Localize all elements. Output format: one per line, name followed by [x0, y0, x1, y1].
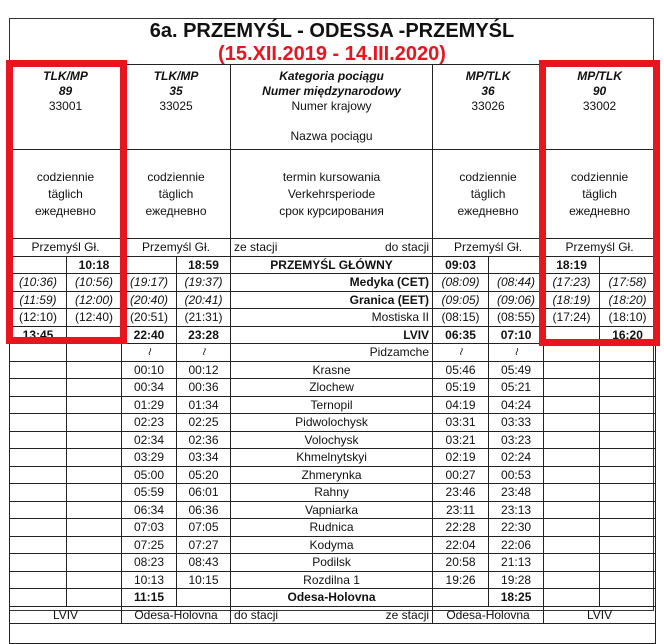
time-cell: 03:23: [489, 431, 544, 449]
category-label: Kategoria pociągu: [279, 69, 384, 83]
time-cell: [433, 589, 489, 607]
time-cell: 04:24: [489, 396, 544, 414]
time-cell: 07:27: [177, 536, 231, 554]
time-cell: (18:19): [544, 291, 600, 309]
time-cell: [10, 536, 67, 554]
time-cell: 02:25: [177, 414, 231, 432]
period-label-pl: termin kursowania: [282, 169, 381, 184]
page-title: 6a. PRZEMYŚL - ODESSA -PRZEMYŚL: [149, 20, 515, 42]
train-intl-number: 90: [592, 84, 607, 98]
time-cell: (17:23): [544, 274, 600, 292]
time-cell: ≀: [489, 344, 544, 362]
time-cell: (18:10): [600, 309, 656, 327]
time-cell: [10, 554, 67, 572]
train-category: MP/TLK: [577, 69, 622, 83]
days-ru: ежедневно: [35, 203, 96, 218]
time-cell: 02:36: [177, 431, 231, 449]
time-cell: 22:40: [122, 326, 177, 344]
time-cell: (12:00): [67, 291, 122, 309]
stop-row: [10, 536, 656, 554]
time-cell: (17:58): [600, 274, 656, 292]
time-cell: [10, 571, 67, 589]
time-cell: [600, 256, 656, 274]
time-cell: [10, 379, 67, 397]
time-cell: ≀: [177, 344, 231, 362]
time-cell: 05:19: [433, 379, 489, 397]
time-cell: 23:46: [433, 484, 489, 502]
time-cell: (08:44): [489, 274, 544, 292]
time-cell: 02:34: [122, 431, 177, 449]
station-name: Krasne: [231, 361, 433, 379]
time-cell: [544, 326, 600, 344]
stop-row: [10, 466, 656, 484]
time-cell: [67, 554, 122, 572]
days-de: täglich: [470, 186, 506, 201]
time-cell: 19:26: [433, 571, 489, 589]
time-cell: [67, 396, 122, 414]
stop-row: [10, 431, 656, 449]
running-days-row: [10, 150, 656, 239]
station-name: Kodyma: [231, 536, 433, 554]
time-cell: ≀: [122, 344, 177, 362]
origin-row: [10, 239, 656, 257]
time-cell: 22:28: [433, 519, 489, 537]
time-cell: 13:45: [10, 326, 67, 344]
time-cell: 00:36: [177, 379, 231, 397]
time-cell: [10, 449, 67, 467]
blank-row: [10, 624, 656, 644]
train-national-number: 33025: [159, 99, 193, 113]
time-cell: 00:12: [177, 361, 231, 379]
train-national-number: 33001: [48, 99, 83, 113]
train-header-90: [544, 65, 656, 150]
train-intl-number: 36: [481, 84, 495, 98]
time-cell: [10, 519, 67, 537]
station-name: Khmelnytskyi: [231, 449, 433, 467]
time-cell: 06:36: [177, 501, 231, 519]
time-cell: 02:24: [489, 449, 544, 467]
time-cell: [67, 519, 122, 537]
train-category: MP/TLK: [465, 69, 511, 83]
stop-row: [10, 326, 656, 344]
station-name: Pidwolochysk: [231, 414, 433, 432]
time-cell: [600, 554, 656, 572]
time-cell: 00:27: [433, 466, 489, 484]
time-cell: [10, 344, 67, 362]
destination-station: LVIV: [544, 606, 656, 624]
time-cell: 23:28: [177, 326, 231, 344]
time-cell: [122, 256, 177, 274]
time-cell: [10, 414, 67, 432]
time-cell: 03:21: [433, 431, 489, 449]
time-cell: 03:34: [177, 449, 231, 467]
running-days: [544, 150, 656, 239]
time-cell: [600, 571, 656, 589]
days-ru: ежедневно: [569, 203, 631, 218]
time-cell: (12:10): [10, 309, 67, 327]
time-cell: 06:34: [122, 501, 177, 519]
train-national-number: 33026: [471, 99, 505, 113]
time-cell: [10, 501, 67, 519]
time-cell: (10:56): [67, 274, 122, 292]
station-name: Odesa-Holovna: [231, 589, 433, 607]
station-name: Ternopil: [231, 396, 433, 414]
time-cell: 02:19: [433, 449, 489, 467]
period-label-ru: срок курсирования: [279, 203, 384, 218]
to-station-label: do stacji: [385, 240, 430, 255]
time-cell: 22:06: [489, 536, 544, 554]
station-name: Zhmerynka: [231, 466, 433, 484]
time-cell: [544, 431, 600, 449]
time-cell: (20:40): [122, 291, 177, 309]
stop-row: [10, 396, 656, 414]
days-de: täglich: [158, 186, 194, 201]
time-cell: [600, 431, 656, 449]
days-pl: codziennie: [570, 169, 629, 184]
time-cell: 21:13: [489, 554, 544, 572]
time-cell: [544, 344, 600, 362]
time-cell: [10, 466, 67, 484]
time-cell: (21:31): [177, 309, 231, 327]
time-cell: [600, 466, 656, 484]
time-cell: (09:05): [433, 291, 489, 309]
running-days: [433, 150, 544, 239]
time-cell: [544, 571, 600, 589]
time-cell: [177, 589, 231, 607]
station-name: LVIV: [231, 326, 433, 344]
days-ru: ежедневно: [457, 203, 519, 218]
time-cell: (08:09): [433, 274, 489, 292]
time-cell: [67, 589, 122, 607]
station-name: Volochysk: [231, 431, 433, 449]
time-cell: [544, 361, 600, 379]
time-cell: 06:35: [433, 326, 489, 344]
train-name-label: Nazwa pociągu: [290, 129, 373, 143]
stop-row: [10, 291, 656, 309]
time-cell: [67, 484, 122, 502]
time-cell: [544, 449, 600, 467]
destination-row: [10, 606, 656, 624]
time-cell: [544, 501, 600, 519]
time-cell: (08:15): [433, 309, 489, 327]
time-cell: 03:33: [489, 414, 544, 432]
time-cell: 18:25: [489, 589, 544, 607]
time-cell: [600, 589, 656, 607]
time-cell: 11:15: [122, 589, 177, 607]
time-cell: 05:49: [489, 361, 544, 379]
time-cell: 23:48: [489, 484, 544, 502]
time-cell: 08:43: [177, 554, 231, 572]
time-cell: [544, 536, 600, 554]
validity-period: (15.XII.2019 - 14.III.2020): [218, 43, 446, 65]
time-cell: 03:29: [122, 449, 177, 467]
time-cell: [600, 396, 656, 414]
time-cell: 05:00: [122, 466, 177, 484]
time-cell: 05:21: [489, 379, 544, 397]
time-cell: 05:59: [122, 484, 177, 502]
time-cell: [600, 484, 656, 502]
running-days: [122, 150, 231, 239]
time-cell: 23:13: [489, 501, 544, 519]
stop-row: [10, 484, 656, 502]
time-cell: [544, 554, 600, 572]
time-cell: 00:53: [489, 466, 544, 484]
time-cell: [67, 414, 122, 432]
stop-row: [10, 554, 656, 572]
stop-row: [10, 256, 656, 274]
days-de: täglich: [582, 186, 617, 201]
time-cell: [10, 396, 67, 414]
days-pl: codziennie: [36, 169, 95, 184]
time-cell: [67, 449, 122, 467]
time-cell: 00:10: [122, 361, 177, 379]
time-cell: 07:03: [122, 519, 177, 537]
running-days: [10, 150, 122, 239]
time-cell: 10:13: [122, 571, 177, 589]
time-cell: [600, 519, 656, 537]
station-name: Rozdilna 1: [231, 571, 433, 589]
time-cell: 10:15: [177, 571, 231, 589]
stop-row: [10, 589, 656, 607]
direction-legend-footer: [231, 606, 433, 624]
blank-cell: [10, 624, 656, 644]
time-cell: [67, 466, 122, 484]
station-name: PRZEMYŚL GŁÓWNY: [231, 256, 433, 274]
time-cell: 00:34: [122, 379, 177, 397]
time-cell: 18:19: [544, 256, 600, 274]
destination-station: LVIV: [10, 606, 122, 624]
time-cell: 19:28: [489, 571, 544, 589]
time-cell: [10, 256, 67, 274]
train-category: TLK/MP: [43, 69, 88, 83]
time-cell: [544, 484, 600, 502]
stop-row: [10, 309, 656, 327]
stop-row: [10, 379, 656, 397]
time-cell: 23:11: [433, 501, 489, 519]
station-name: Pidzamche: [231, 344, 433, 362]
train-header-89: [10, 65, 122, 150]
train-header-35: [122, 65, 231, 150]
time-cell: [67, 536, 122, 554]
destination-station: Odesa-Holovna: [122, 606, 231, 624]
stop-row: [10, 361, 656, 379]
time-cell: (18:20): [600, 291, 656, 309]
period-legend: [231, 150, 433, 239]
days-pl: codziennie: [147, 169, 205, 184]
time-cell: [600, 379, 656, 397]
time-cell: [600, 449, 656, 467]
time-cell: [10, 361, 67, 379]
time-cell: [544, 379, 600, 397]
time-cell: [600, 344, 656, 362]
train-intl-number: 35: [169, 84, 183, 98]
time-cell: 05:46: [433, 361, 489, 379]
origin-station: Przemyśl Gł.: [433, 239, 544, 257]
time-cell: 01:29: [122, 396, 177, 414]
origin-station: Przemyśl Gł.: [544, 239, 656, 257]
time-cell: (19:17): [122, 274, 177, 292]
time-cell: 18:59: [177, 256, 231, 274]
time-cell: 01:34: [177, 396, 231, 414]
time-cell: [544, 519, 600, 537]
time-cell: (12:40): [67, 309, 122, 327]
stop-row: [10, 519, 656, 537]
station-name: Granica (EET): [231, 291, 433, 309]
station-name: Vapniarka: [231, 501, 433, 519]
station-name: Medyka (CET): [231, 274, 433, 292]
time-cell: 10:18: [67, 256, 122, 274]
time-cell: 04:19: [433, 396, 489, 414]
time-cell: 07:10: [489, 326, 544, 344]
time-cell: 06:01: [177, 484, 231, 502]
period-label-de: Verkehrsperiode: [287, 186, 376, 201]
time-cell: (17:24): [544, 309, 600, 327]
stop-row: [10, 414, 656, 432]
time-cell: (09:06): [489, 291, 544, 309]
destination-station: Odesa-Holovna: [433, 606, 544, 624]
stop-row: [10, 449, 656, 467]
time-cell: [10, 484, 67, 502]
time-cell: [67, 326, 122, 344]
stop-row: [10, 501, 656, 519]
time-cell: 20:58: [433, 554, 489, 572]
time-cell: 07:25: [122, 536, 177, 554]
time-cell: 05:20: [177, 466, 231, 484]
direction-legend: [231, 239, 433, 257]
time-cell: 22:30: [489, 519, 544, 537]
time-cell: [544, 589, 600, 607]
time-cell: [67, 501, 122, 519]
time-cell: (10:36): [10, 274, 67, 292]
time-cell: [67, 431, 122, 449]
time-cell: [544, 396, 600, 414]
time-cell: (08:55): [489, 309, 544, 327]
time-cell: 02:23: [122, 414, 177, 432]
time-cell: [600, 361, 656, 379]
time-cell: (20:51): [122, 309, 177, 327]
stop-row: [10, 571, 656, 589]
time-cell: [600, 536, 656, 554]
time-cell: [544, 414, 600, 432]
header-legend: [231, 65, 433, 150]
time-cell: [600, 501, 656, 519]
train-header-36: [433, 65, 544, 150]
time-cell: [10, 431, 67, 449]
origin-station: Przemyśl Gł.: [122, 239, 231, 257]
station-name: Zlochew: [231, 379, 433, 397]
days-pl: codziennie: [459, 169, 517, 184]
time-cell: (11:59): [10, 291, 67, 309]
station-name: Mostiska II: [231, 309, 433, 327]
time-cell: (19:37): [177, 274, 231, 292]
station-name: Podilsk: [231, 554, 433, 572]
to-station-label: do stacji: [234, 607, 279, 622]
time-cell: [67, 571, 122, 589]
days-de: täglich: [48, 186, 83, 201]
from-station-label: ze stacji: [234, 240, 278, 255]
time-cell: 08:23: [122, 554, 177, 572]
from-station-label: ze stacji: [385, 607, 430, 622]
train-intl-number: 89: [58, 84, 73, 98]
time-cell: ≀: [433, 344, 489, 362]
time-cell: [67, 379, 122, 397]
days-ru: ежедневно: [145, 203, 207, 218]
time-cell: 07:05: [177, 519, 231, 537]
intl-number-label: Numer międzynarodowy: [262, 84, 401, 98]
time-cell: 22:04: [433, 536, 489, 554]
time-cell: [10, 589, 67, 607]
timetable: [9, 64, 656, 644]
stop-row: [10, 274, 656, 292]
train-category: TLK/MP: [153, 69, 199, 83]
time-cell: [489, 256, 544, 274]
time-cell: 03:31: [433, 414, 489, 432]
time-cell: [67, 344, 122, 362]
time-cell: 16:20: [600, 326, 656, 344]
stop-row: [10, 344, 656, 362]
train-national-number: 33002: [582, 99, 617, 113]
train-header-row: [10, 65, 656, 150]
time-cell: [67, 361, 122, 379]
time-cell: (20:41): [177, 291, 231, 309]
time-cell: [600, 414, 656, 432]
national-number-label: Numer krajowy: [291, 99, 372, 113]
station-name: Rudnica: [231, 519, 433, 537]
origin-station: Przemyśl Gł.: [10, 239, 122, 257]
time-cell: 09:03: [433, 256, 489, 274]
time-cell: [544, 466, 600, 484]
station-name: Rahny: [231, 484, 433, 502]
